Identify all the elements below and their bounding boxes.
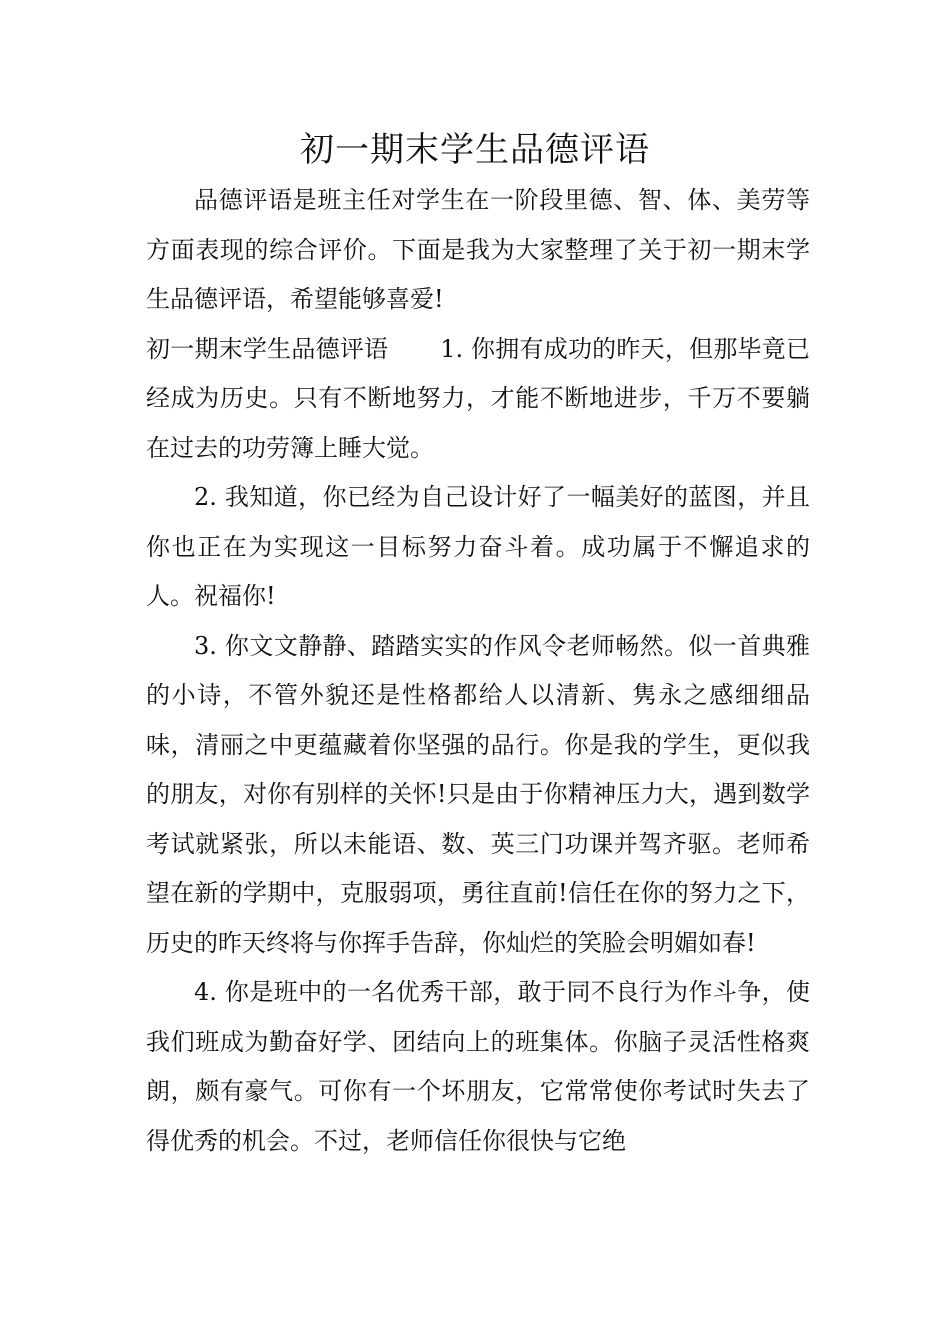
document-body (146, 176, 810, 1166)
comment-item-1: 1. 你拥有成功的昨天，但那毕竟已经成为历史。只有不断地努力，才能不断地进步，千万不要躺在过去的功劳簿上睡大觉。 (146, 334, 810, 462)
section-heading: 初一期末学生品德评语 (146, 334, 389, 363)
document-title: 初一期末学生品德评语 (300, 130, 650, 170)
comment-item-4: 4. 你是班中的一名优秀干部，敢于同不良行为作斗争，使我们班成为勤奋好学、团结向上的班集体。你脑子灵活性格爽朗，颇有豪气。可你有一个坏朋友，它常常使你考试时失去了得优秀的机会。不过，老师信任你很快与它绝 (146, 978, 810, 1155)
comment-item-2: 2. 我知道，你已经为自己设计好了一幅美好的蓝图，并且你也正在为实现这一目标努力奋斗着。成功属于不懈追求的人。祝福你! (146, 483, 810, 610)
intro-paragraph: 品德评语是班主任对学生在一阶段里德、智、体、美劳等方面表现的综合评价。下面是我为大家整理了关于初一期末学生品德评语，希望能够喜爱! (146, 186, 810, 313)
section-paragraph-1 (146, 325, 810, 474)
comment-item-3: 3. 你文文静静、踏踏实实的作风令老师畅然。似一首典雅的小诗，不管外貌还是性格都给人以清新、隽永之感细细品味，清丽之中更蕴藏着你坚强的品行。你是我的学生，更似我的朋友，对你有别样的关怀!只是由于你精神压力大，遇到数学考试就紧张，所以未能语、数、英三门功课并驾齐驱。老师希望在新的学期中，克服弱项，勇往直前!信任在你的努力之下，历史的昨天终将与你挥手告辞，你灿烂的笑脸会明媚如春! (146, 631, 810, 957)
